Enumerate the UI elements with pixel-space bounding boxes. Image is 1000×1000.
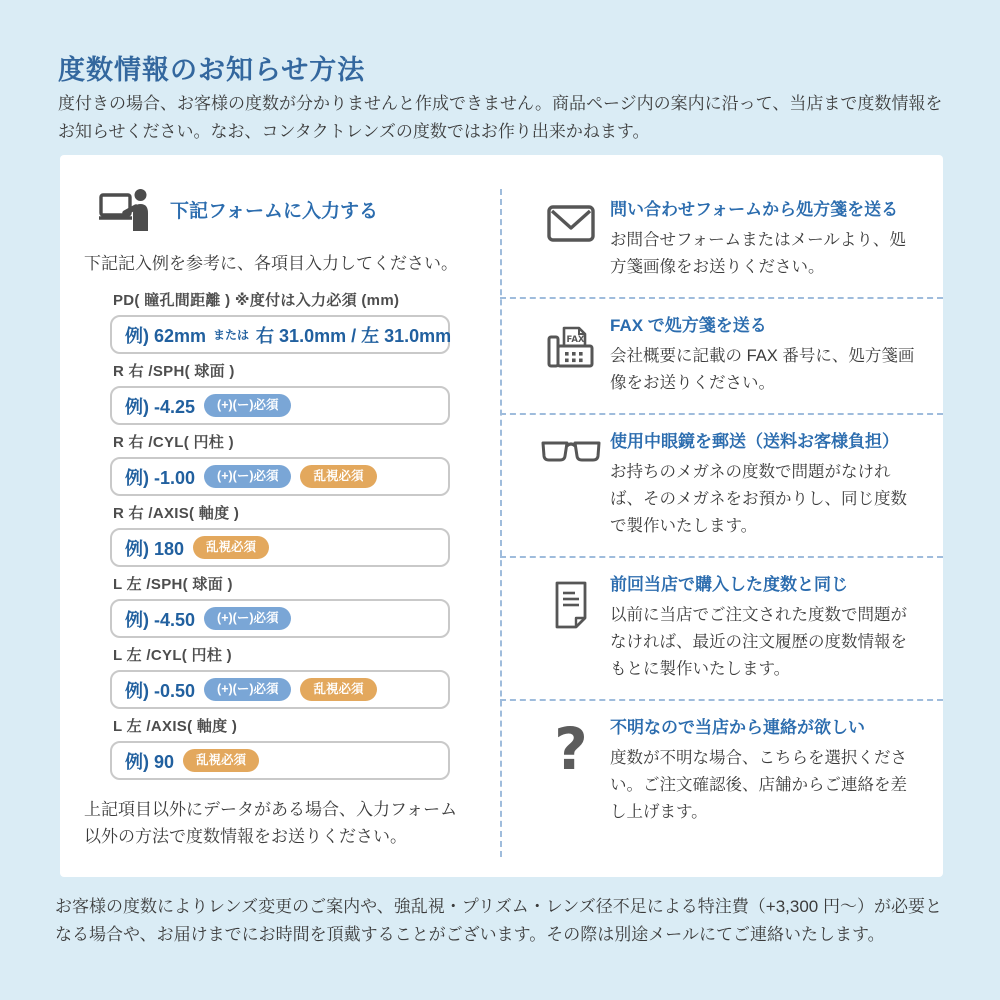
field-example-value: 例) 62mm	[125, 325, 207, 346]
field-example-box	[110, 741, 450, 780]
field-label: L 左 /AXIS( 軸度 )	[113, 718, 238, 735]
method-item	[500, 413, 943, 556]
field-example-box	[110, 599, 450, 638]
method-heading: 不明なので当店から連絡が欲しい	[610, 718, 865, 737]
field-example-connector: または	[213, 328, 250, 342]
form-panel-instruction: 下記記入例を参考に、各項目入力してください。	[84, 254, 458, 273]
svg-text:FAX: FAX	[566, 335, 585, 345]
form-panel-note: 上記項目以外にデータがある場合、入力フォーム以外の方法で度数情報をお送りください。	[84, 800, 458, 846]
field-label: L 左 /CYL( 円柱 )	[113, 647, 232, 664]
method-item	[500, 699, 943, 842]
form-field	[110, 647, 450, 709]
form-panel-heading: 下記フォームに入力する	[170, 200, 379, 222]
field-label: R 右 /SPH( 球面 )	[113, 363, 235, 380]
method-item	[500, 556, 943, 699]
question-icon: ?	[554, 715, 588, 783]
person-at-monitor-icon	[98, 187, 154, 231]
field-example-box	[110, 528, 450, 567]
intro-text: 度付きの場合、お客様の度数が分かりませんと作成できません。商品ページ内の案内に沿って、当店まで度数情報をお知らせください。なお、コンタクトレンズの度数ではお作り出来かねます。	[58, 94, 943, 141]
method-body: 度数が不明な場合、こちらを選択ください。ご注文確認後、店舗からご連絡を差し上げます。	[610, 749, 907, 821]
fax-icon	[532, 311, 610, 369]
field-example-box	[110, 315, 450, 354]
method-item	[500, 183, 943, 297]
form-field	[110, 363, 450, 425]
field-example-value: 例) -0.50	[125, 680, 196, 701]
page-title: 度数情報のお知らせ方法	[58, 55, 366, 85]
form-panel-header	[98, 187, 500, 231]
method-body: お持ちのメガネの度数で問題がなければ、そのメガネをお預かりし、同じ度数で製作いたします。	[610, 463, 907, 535]
method-heading: 前回当店で購入した度数と同じ	[610, 575, 848, 594]
field-example-box	[110, 457, 450, 496]
form-field	[110, 505, 450, 567]
plus-minus-required-badge: (+)(ー)必須	[204, 607, 291, 630]
method-body: 以前に当店でご注文された度数で問題がなければ、最近の注文履歴の度数情報をもとに製作いたします。	[610, 606, 907, 678]
form-field	[110, 434, 450, 496]
astigmatism-required-badge: 乱視必須	[300, 465, 376, 488]
field-label: PD( 瞳孔間距離 ) ※度付は入力必須 (mm)	[113, 292, 400, 309]
footer-note: お客様の度数によりレンズ変更のご案内や、強乱視・プリズム・レンズ径不足による特注費（+3,300 円～）が必要となる場合や、お届けまでにお時間を頂戴することがございます。その際は別途メールにてご連絡いたします。	[55, 897, 942, 944]
plus-minus-required-badge: (+)(ー)必須	[204, 678, 291, 701]
methods-list	[500, 155, 943, 877]
astigmatism-required-badge: 乱視必須	[193, 536, 269, 559]
form-fields-list	[110, 292, 450, 780]
field-example-value: 例) 90	[125, 751, 175, 772]
glasses-icon	[532, 427, 610, 465]
field-example-value2: 右 31.0mm / 左 31.0mm	[256, 325, 452, 346]
document-icon	[532, 570, 610, 630]
method-body: お問合せフォームまたはメールより、処方箋画像をお送りください。	[610, 231, 906, 276]
method-item	[500, 297, 943, 413]
plus-minus-required-badge: (+)(ー)必須	[204, 394, 291, 417]
method-heading: 問い合わせフォームから処方箋を送る	[610, 200, 899, 219]
field-label: R 右 /CYL( 円柱 )	[113, 434, 234, 451]
field-label: R 右 /AXIS( 軸度 )	[113, 505, 240, 522]
field-label: L 左 /SPH( 球面 )	[113, 576, 233, 593]
field-example-value: 例) -4.25	[125, 396, 196, 417]
field-example-box	[110, 670, 450, 709]
plus-minus-required-badge: (+)(ー)必須	[204, 465, 291, 488]
method-heading: 使用中眼鏡を郵送（送料お客様負担）	[610, 432, 899, 451]
mail-icon	[532, 195, 610, 242]
info-card	[60, 155, 943, 877]
form-field	[110, 718, 450, 780]
form-field	[110, 292, 450, 354]
field-example-value: 例) -4.50	[125, 609, 196, 630]
field-example-box	[110, 386, 450, 425]
field-example-value: 例) -1.00	[125, 467, 196, 488]
astigmatism-required-badge: 乱視必須	[300, 678, 376, 701]
astigmatism-required-badge: 乱視必須	[183, 749, 259, 772]
field-example-value: 例) 180	[125, 538, 185, 559]
form-field	[110, 576, 450, 638]
form-panel	[60, 155, 500, 877]
method-body: 会社概要に記載の FAX 番号に、処方箋画像をお送りください。	[610, 347, 915, 392]
method-heading: FAX で処方箋を送る	[610, 316, 767, 335]
